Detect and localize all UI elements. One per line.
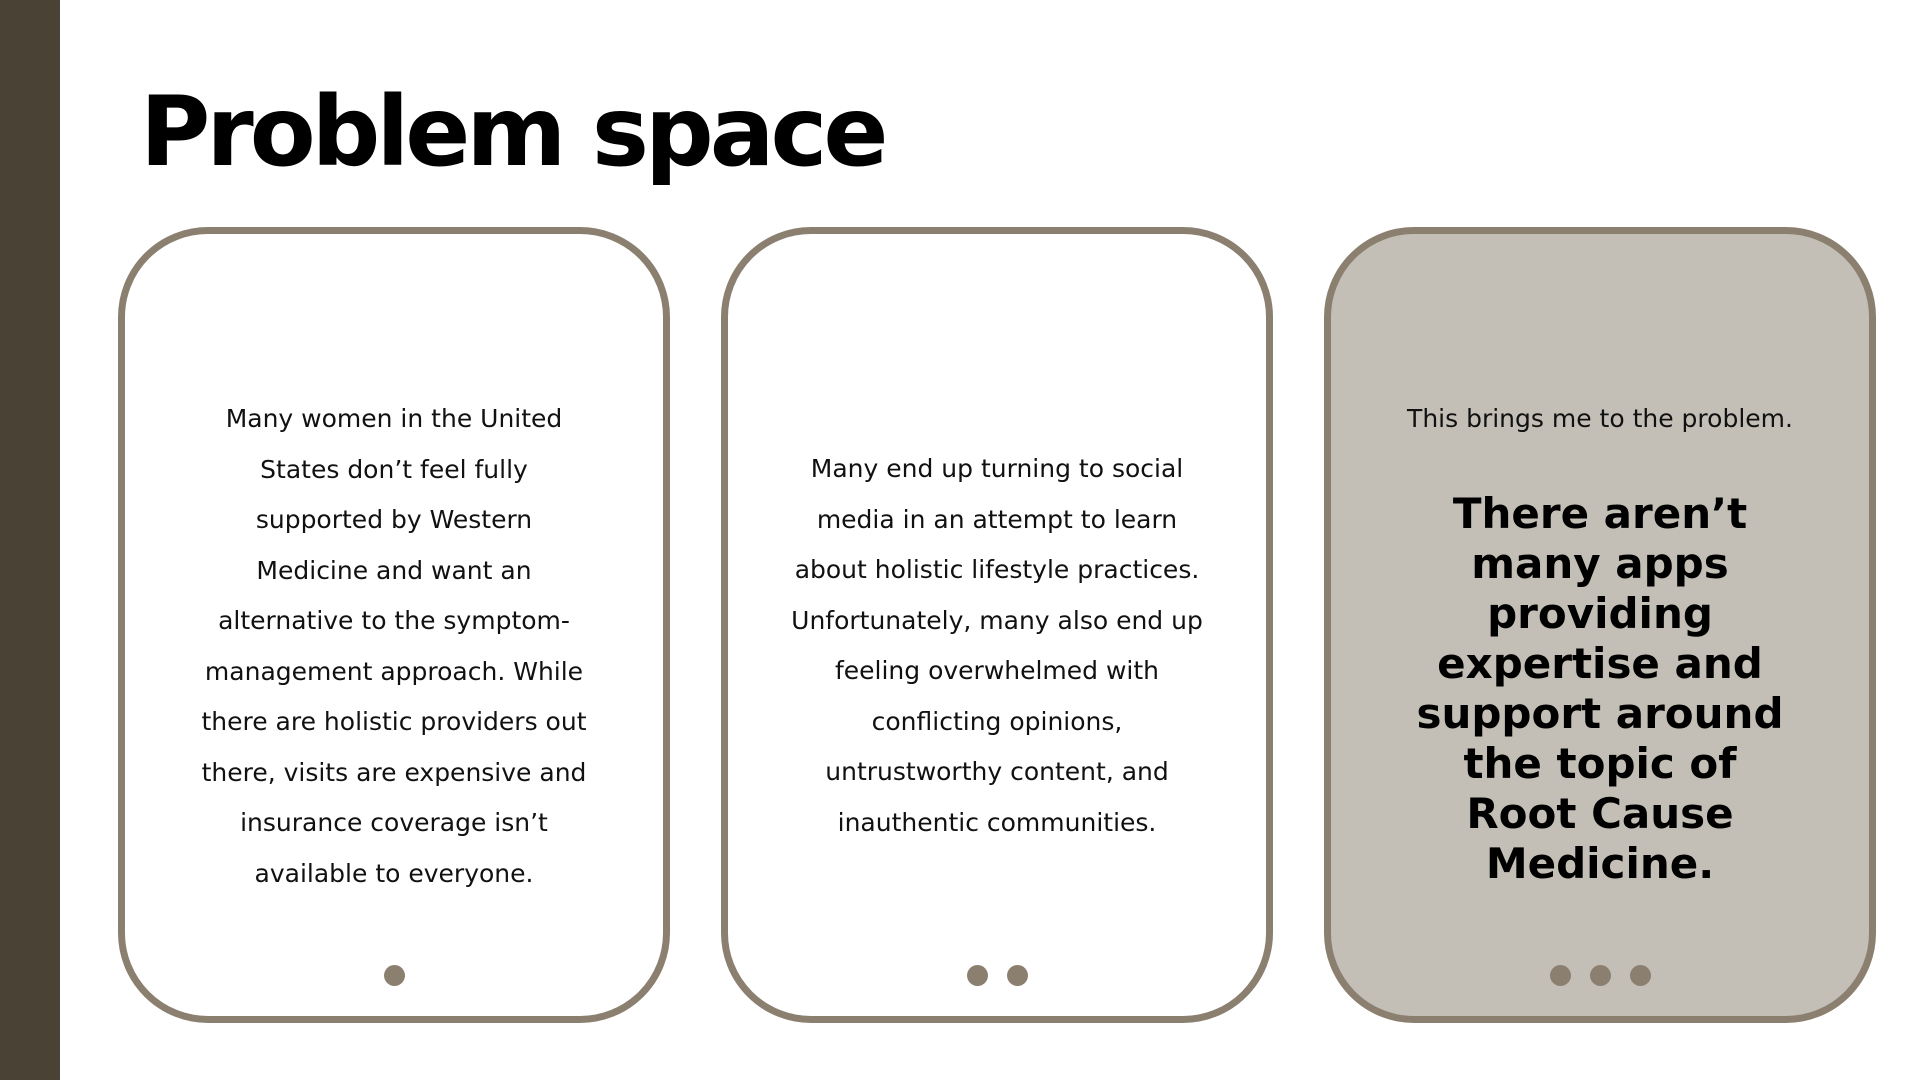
card-1-text: Many women in the United States don’t feel fully supported by Western Medicine and want an alternative to the symptom-management approach. While there are holistic providers out there, visits are expensive and insurance coverage isn’t available to everyone. bbox=[201, 404, 587, 888]
card-2-step-indicator bbox=[728, 965, 1266, 986]
problem-statement: There aren’t many apps providing expertise and support around the topic of Root Cause Medicine. bbox=[1416, 489, 1784, 888]
step-dot bbox=[1550, 965, 1571, 986]
step-dot bbox=[384, 965, 405, 986]
page-title: Problem space bbox=[140, 76, 885, 188]
step-dot bbox=[967, 965, 988, 986]
card-3-step-indicator bbox=[1331, 965, 1869, 986]
card-step-3-problem bbox=[1324, 227, 1876, 1023]
side-accent-bar bbox=[0, 0, 60, 1080]
card-2-text: Many end up turning to social media in an attempt to learn about holistic lifestyle practices. Unfortunately, many also end up feeling overwhelmed with conflicting opinions, untrustworthy content, and inauthentic communities. bbox=[791, 454, 1203, 837]
card-1-step-indicator bbox=[125, 965, 663, 986]
card-step-2 bbox=[721, 227, 1273, 1023]
card-step-1 bbox=[118, 227, 670, 1023]
step-dot bbox=[1007, 965, 1028, 986]
step-dot bbox=[1590, 965, 1611, 986]
card-3-intro: This brings me to the problem. bbox=[1407, 404, 1793, 433]
step-dot bbox=[1630, 965, 1651, 986]
